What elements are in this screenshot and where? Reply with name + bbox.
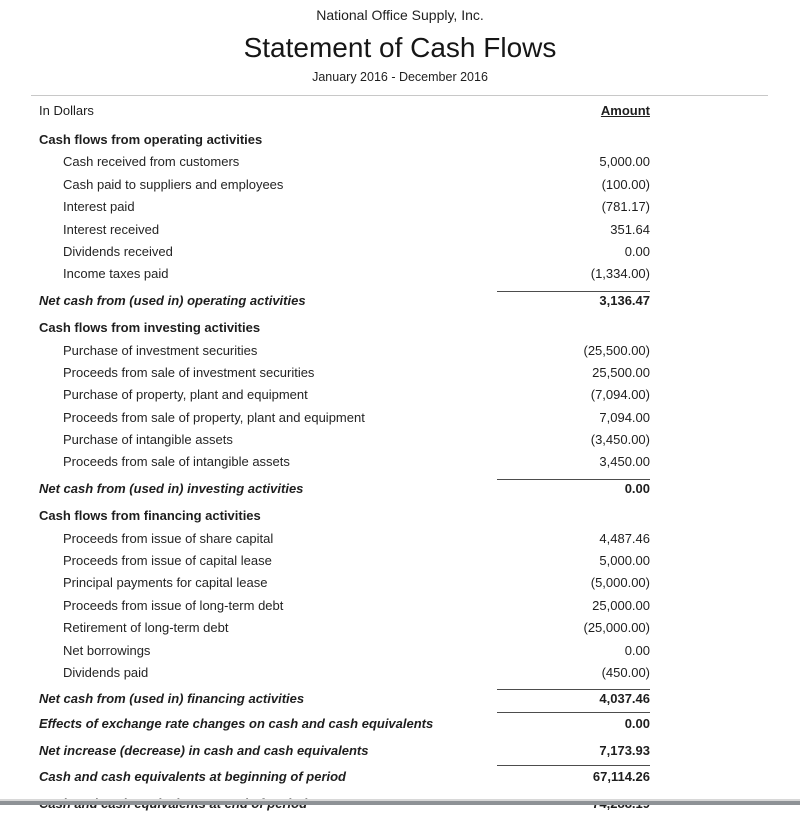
section-total-row (31, 290, 768, 312)
line-item-row (31, 263, 768, 285)
section-total-row (31, 688, 768, 710)
row-amount: 0.00 (497, 711, 650, 738)
row-label: Proceeds from issue of capital lease (63, 553, 272, 569)
column-header-row (31, 96, 768, 124)
row-label: Cash flows from financing activities (39, 508, 261, 524)
in-dollars-label: In Dollars (39, 103, 94, 118)
row-label: Cash and cash equivalents at beginning of period (39, 769, 346, 785)
row-label: Net cash from (used in) investing activities (39, 480, 304, 496)
row-amount: 7,173.93 (599, 742, 650, 758)
row-amount: 351.64 (610, 221, 650, 237)
row-label: Purchase of intangible assets (63, 432, 233, 448)
row-amount: (450.00) (601, 664, 650, 680)
report-header (0, 0, 800, 85)
row-label: Proceeds from issue of share capital (63, 530, 274, 546)
row-amount: (781.17) (601, 199, 650, 215)
row-label: Cash flows from investing activities (39, 320, 261, 336)
page-title: Statement of Cash Flows (243, 32, 557, 63)
row-amount: 25,500.00 (592, 364, 650, 380)
row-label: Dividends received (63, 243, 173, 259)
row-amount: 4,037.46 (497, 688, 650, 710)
line-item-row (31, 595, 768, 617)
row-amount: (3,450.00) (590, 432, 650, 448)
line-item-row (31, 528, 768, 550)
row-label: Net increase (decrease) in cash and cash equivalents (39, 742, 369, 758)
row-amount: 5,000.00 (599, 553, 650, 569)
report-period: January 2016 - December 2016 (312, 70, 488, 84)
row-label: Proceeds from issue of long-term debt (63, 597, 284, 613)
row-amount: (7,094.00) (590, 387, 650, 403)
row-amount: 5,000.00 (599, 154, 650, 170)
summary-row (31, 738, 768, 765)
line-item-row (31, 451, 768, 473)
row-label: Net cash from (used in) operating activities (39, 292, 306, 308)
line-item-row (31, 151, 768, 173)
row-amount: 25,000.00 (592, 597, 650, 613)
row-amount: 0.00 (624, 642, 650, 658)
line-item-row (31, 219, 768, 241)
line-item-row (31, 340, 768, 362)
row-amount: 3,450.00 (599, 454, 650, 470)
line-item-row (31, 174, 768, 196)
row-label: Income taxes paid (63, 266, 169, 282)
row-label: Cash flows from operating activities (39, 132, 263, 147)
section-header-row (31, 317, 768, 339)
row-label: Net borrowings (63, 642, 151, 658)
row-label: Purchase of property, plant and equipment (63, 387, 308, 403)
line-item-row (31, 384, 768, 406)
row-label: Interest paid (63, 199, 135, 215)
section-total-row (31, 478, 768, 500)
row-label: Retirement of long-term debt (63, 620, 229, 636)
row-label: Proceeds from sale of property, plant and equipment (63, 409, 365, 425)
row-amount: (1,334.00) (590, 266, 650, 282)
line-item-row (31, 617, 768, 639)
row-amount: 3,136.47 (497, 290, 650, 312)
row-label: Net cash from (used in) financing activities (39, 691, 305, 707)
company-name: National Office Supply, Inc. (316, 7, 484, 23)
row-label: Cash received from customers (63, 154, 240, 170)
row-label: Purchase of investment securities (63, 342, 258, 358)
row-amount: 4,487.46 (599, 530, 650, 546)
row-label: Proceeds from sale of investment securities (63, 364, 315, 380)
row-amount: (25,500.00) (583, 342, 650, 358)
row-label: Effects of exchange rate changes on cash and cash equivalents (39, 715, 434, 731)
row-amount: (100.00) (601, 176, 650, 192)
row-amount: 0.00 (497, 478, 650, 500)
row-label: Cash paid to suppliers and employees (63, 176, 284, 192)
summary-row (31, 764, 768, 791)
amount-column-header: Amount (600, 103, 650, 118)
row-label: Principal payments for capital lease (63, 575, 268, 591)
line-item-row (31, 550, 768, 572)
report-rows (31, 129, 768, 818)
line-item-row (31, 407, 768, 429)
row-label: Interest received (63, 221, 160, 237)
line-item-row (31, 196, 768, 218)
page-bottom-edge (0, 799, 800, 805)
row-amount: 67,114.26 (497, 764, 650, 791)
line-item-row (31, 362, 768, 384)
line-item-row (31, 572, 768, 594)
summary-row (31, 711, 768, 738)
section-header-row (31, 129, 768, 151)
row-amount: 7,094.00 (599, 409, 650, 425)
line-item-row (31, 662, 768, 684)
row-amount: (25,000.00) (583, 620, 650, 636)
row-amount: (5,000.00) (590, 575, 650, 591)
line-item-row (31, 640, 768, 662)
section-header-row (31, 505, 768, 527)
line-item-row (31, 429, 768, 451)
row-label: Dividends paid (63, 664, 149, 680)
row-amount: 0.00 (624, 243, 650, 259)
row-label: Proceeds from sale of intangible assets (63, 454, 290, 470)
report-body (31, 95, 768, 818)
line-item-row (31, 241, 768, 263)
